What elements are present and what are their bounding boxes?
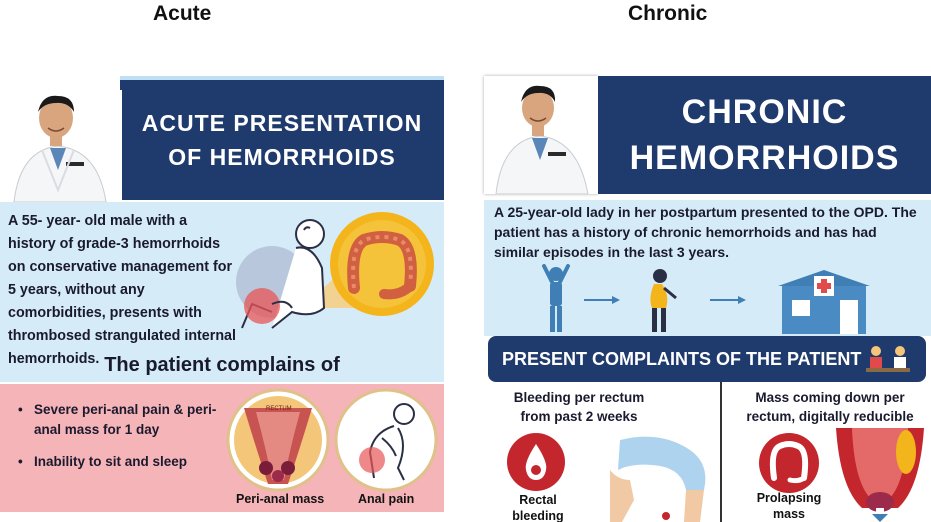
chronic-infographic [484, 76, 931, 522]
standing-person-icon [544, 266, 568, 332]
present-complaints-bar [488, 336, 926, 382]
chronic-title-line2: HEMORRHOIDS [629, 139, 900, 177]
anal-pain-illustration-icon [334, 388, 438, 492]
chronic-title-banner [598, 76, 931, 194]
complaint-mass: Mass coming down per rectum, digitally reducible [746, 390, 914, 424]
rectum-label: RECTUM [266, 406, 292, 412]
acute-complaints-panel [0, 384, 444, 512]
acute-label: Acute [153, 2, 212, 25]
complaints-divider [720, 382, 722, 522]
colon-icon [758, 432, 820, 494]
acute-complaints-list [18, 400, 228, 484]
doctor-consultation-icon [864, 342, 912, 376]
doctor-portrait-icon [484, 76, 598, 194]
rectal-bleeding-caption: Rectal bleeding [512, 493, 564, 522]
chronic-case-text: A 25-year-old lady in her postpartum presented to the OPD. The patient has a history of chronic hemorrhoids and has had similar episodes in the last 3 years. [494, 204, 917, 260]
complaint-bleeding: Bleeding per rectum from past 2 weeks [513, 390, 645, 424]
chronic-label: Chronic [628, 2, 708, 25]
pregnant-woman-icon [650, 269, 676, 332]
prolapse-anatomy-illustration-icon [832, 428, 928, 522]
list-item: • Severe peri-anal pain & peri-anal mass for 1 day [18, 400, 228, 440]
list-item: • Inability to sit and sleep [18, 452, 228, 472]
hospital-icon [778, 270, 870, 334]
seated-legs-illustration-icon [600, 430, 714, 522]
acute-title-line1: ACUTE PRESENTATION [141, 110, 423, 136]
history-timeline-illustration [530, 264, 890, 336]
rectum-mass-illustration-icon [226, 388, 330, 492]
chronic-case-panel [484, 200, 931, 336]
chronic-title-line1: CHRONIC [681, 93, 848, 131]
arrow-right-icon [584, 296, 620, 304]
acute-title-line2: OF HEMORRHOIDS [168, 144, 396, 170]
blood-drop-icon [506, 432, 566, 492]
bottom-margin [0, 512, 444, 522]
acute-case-text: A 55- year- old male with a history of grade-3 hemorrhoids on conservative management for 5 years, without any comorbidities, presents with thrombosed strangulated internal hemorrhoids. [8, 213, 236, 367]
doctor-portrait-icon [0, 90, 122, 202]
prolapsing-mass-caption: Prolapsing mass [756, 491, 822, 521]
present-complaints-heading: PRESENT COMPLAINTS OF THE PATIENT [502, 349, 862, 369]
acute-infographic [0, 76, 444, 522]
abdominal-pain-illustration-icon [232, 208, 442, 356]
complains-heading: The patient complains of [104, 354, 340, 376]
peri-anal-mass-caption: Peri-anal mass [236, 492, 325, 506]
arrow-right-icon [710, 296, 746, 304]
anal-pain-caption: Anal pain [358, 492, 415, 506]
acute-title-banner [120, 80, 444, 200]
